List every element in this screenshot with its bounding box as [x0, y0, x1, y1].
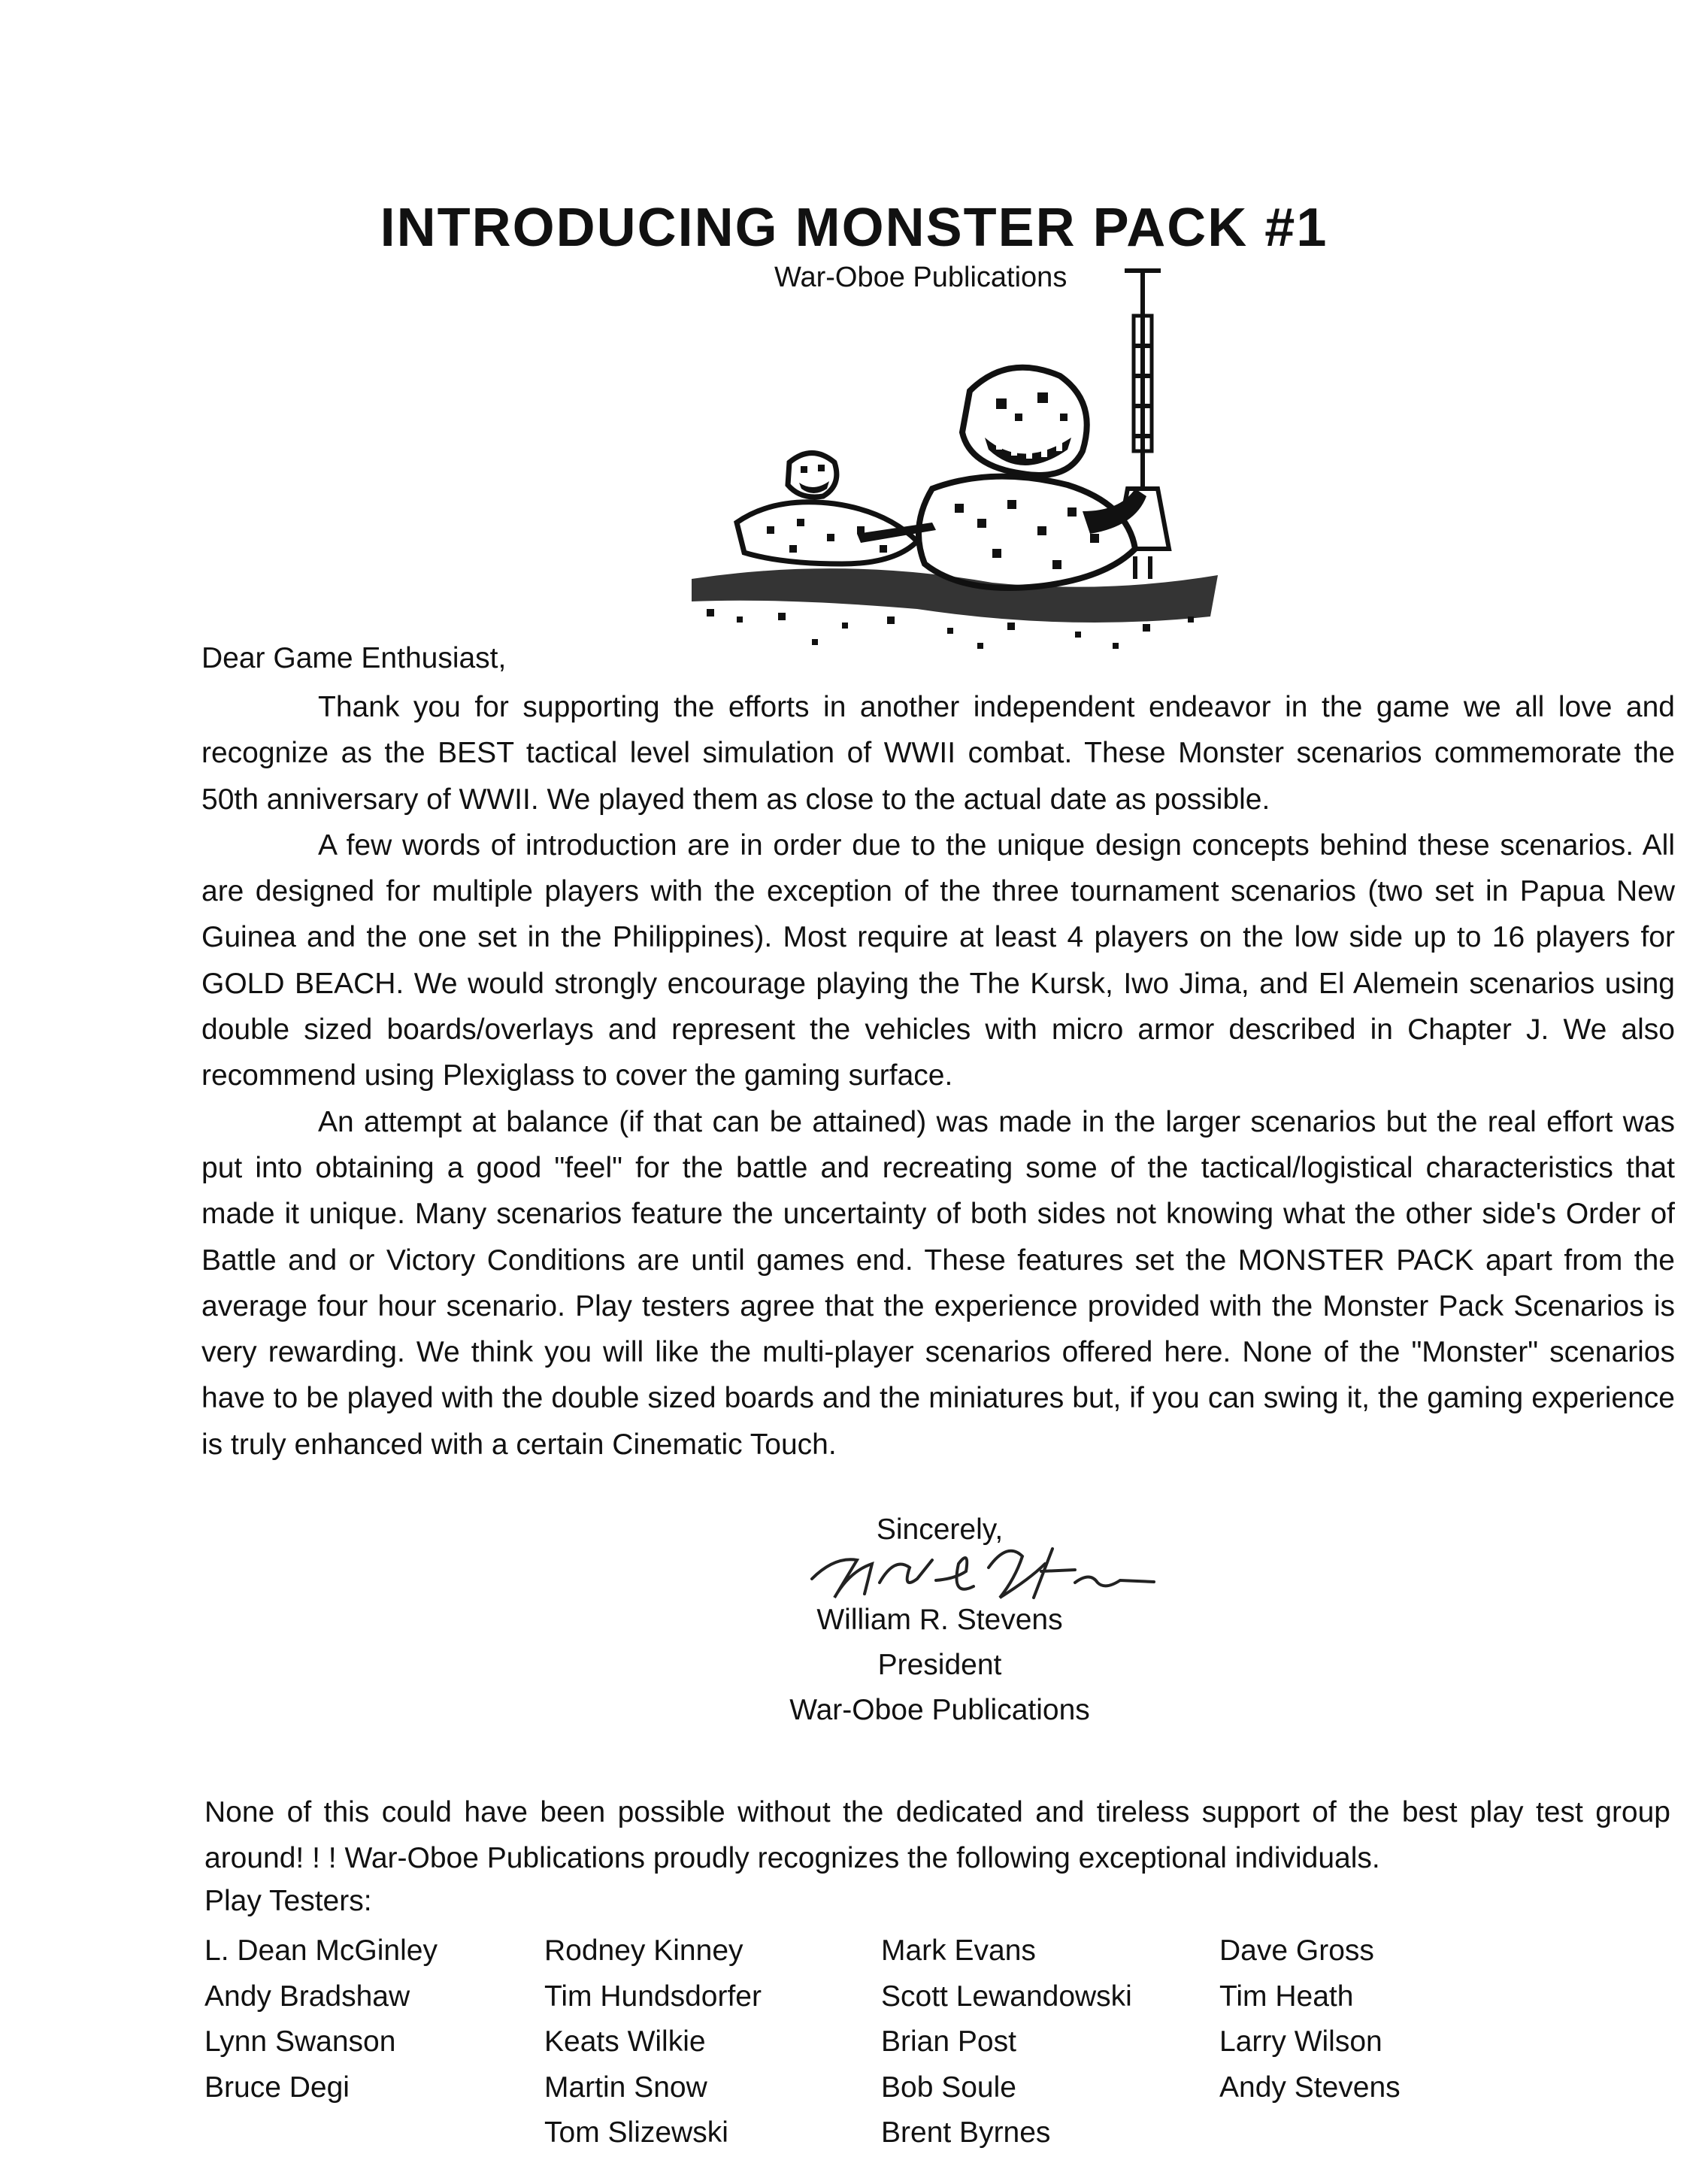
- publisher-subtitle: War-Oboe Publications: [774, 262, 1068, 293]
- letter-greeting: Dear Game Enthusiast,: [201, 642, 507, 674]
- tester-name: Dave Gross: [1219, 1934, 1374, 1967]
- tester-name: Keats Wilkie: [544, 2025, 706, 2059]
- tester-name: Larry Wilson: [1219, 2025, 1382, 2059]
- testers-column-1: [204, 1928, 438, 2110]
- letter-paragraph-2: A few words of introduction are in order due to the unique design concepts behind these scenarios. All are designed for multiple players with the exception of the three tournament scenarios (two set in Papua New Guinea and the one set in the Philippines). Most require at least 4 players on the low side up to 16 players for GOLD BEACH. We would strongly encourage playing the The Kursk, Iwo Jima, and El Alemein scenarios using double sized boards/overlays and represent the vehicles with micro armor described in Chapter J. We also recommend using Plexiglass to cover the gaming surface.: [201, 829, 1675, 1092]
- letter-paragraph-1: Thank you for supporting the efforts in another independent endeavor in the game we all love and recognize as the BEST tactical level simulation of WWII combat. These Monster scenarios commemorate the 50th anniversary of WWII. We played them as close to the actual date as possible.: [201, 691, 1675, 816]
- tester-name: L. Dean McGinley: [204, 1934, 438, 1967]
- tester-name: Brent Byrnes: [881, 2116, 1051, 2149]
- testers-column-4: [1219, 1928, 1401, 2110]
- valediction: Sincerely,: [876, 1513, 1004, 1546]
- tester-name: Rodney Kinney: [544, 1934, 743, 1967]
- tester-name: Andy Stevens: [1219, 2071, 1401, 2104]
- testers-column-3: [881, 1928, 1132, 2156]
- tester-name: Tim Hundsdorfer: [544, 1980, 762, 2013]
- signer-name: William R. Stevens: [816, 1604, 1063, 1636]
- tester-name: Tim Heath: [1219, 1980, 1354, 2013]
- tester-name: Bob Soule: [881, 2071, 1016, 2104]
- tester-name: Tom Slizewski: [544, 2116, 728, 2149]
- signer-organization: War-Oboe Publications: [789, 1694, 1090, 1726]
- play-testers-label: Play Testers:: [204, 1885, 372, 1917]
- tester-name: Brian Post: [881, 2025, 1016, 2059]
- tester-name: Lynn Swanson: [204, 2025, 396, 2059]
- tester-name: Scott Lewandowski: [881, 1980, 1132, 2013]
- play-testers-list: [204, 1928, 1670, 2154]
- testers-column-2: [544, 1928, 762, 2156]
- page-title: INTRODUCING MONSTER PACK #1: [380, 198, 1328, 258]
- tester-name: Mark Evans: [881, 1934, 1036, 1967]
- handwritten-signature-icon: [804, 1526, 1158, 1609]
- acknowledgement-text: None of this could have been possible without the dedicated and tireless support of the best play test group around! ! ! War-Oboe Publications proudly recognizes the following exceptional individuals.: [204, 1796, 1670, 1874]
- signer-role: President: [877, 1649, 1002, 1681]
- tester-name: Bruce Degi: [204, 2071, 350, 2104]
- tester-name: Martin Snow: [544, 2071, 707, 2104]
- letter-paragraph-3: An attempt at balance (if that can be attained) was made in the larger scenarios but the real effort was put into obtaining a good "feel" for the battle and recreating some of the tactical/logistical characteristics that made it unique. Many scenarios feature the uncertainty of both sides not knowing what the other side's Order of Battle and or Victory Conditions are until games end. These features set the MONSTER PACK apart from the average four hour scenario. Play testers agree that the experience provided with the Monster Pack Scenarios is very rewarding. We think you will like the multi-player scenarios offered here. None of the "Monster" scenarios have to be played with the double sized boards and the miniatures but, if you can swing it, the gaming experience is truly enhanced with a certain Cinematic Touch.: [201, 1105, 1675, 1461]
- monster-soldiers-illustration-icon: [616, 263, 1218, 669]
- tester-name: Andy Bradshaw: [204, 1980, 410, 2013]
- letter-body: [201, 684, 1675, 1468]
